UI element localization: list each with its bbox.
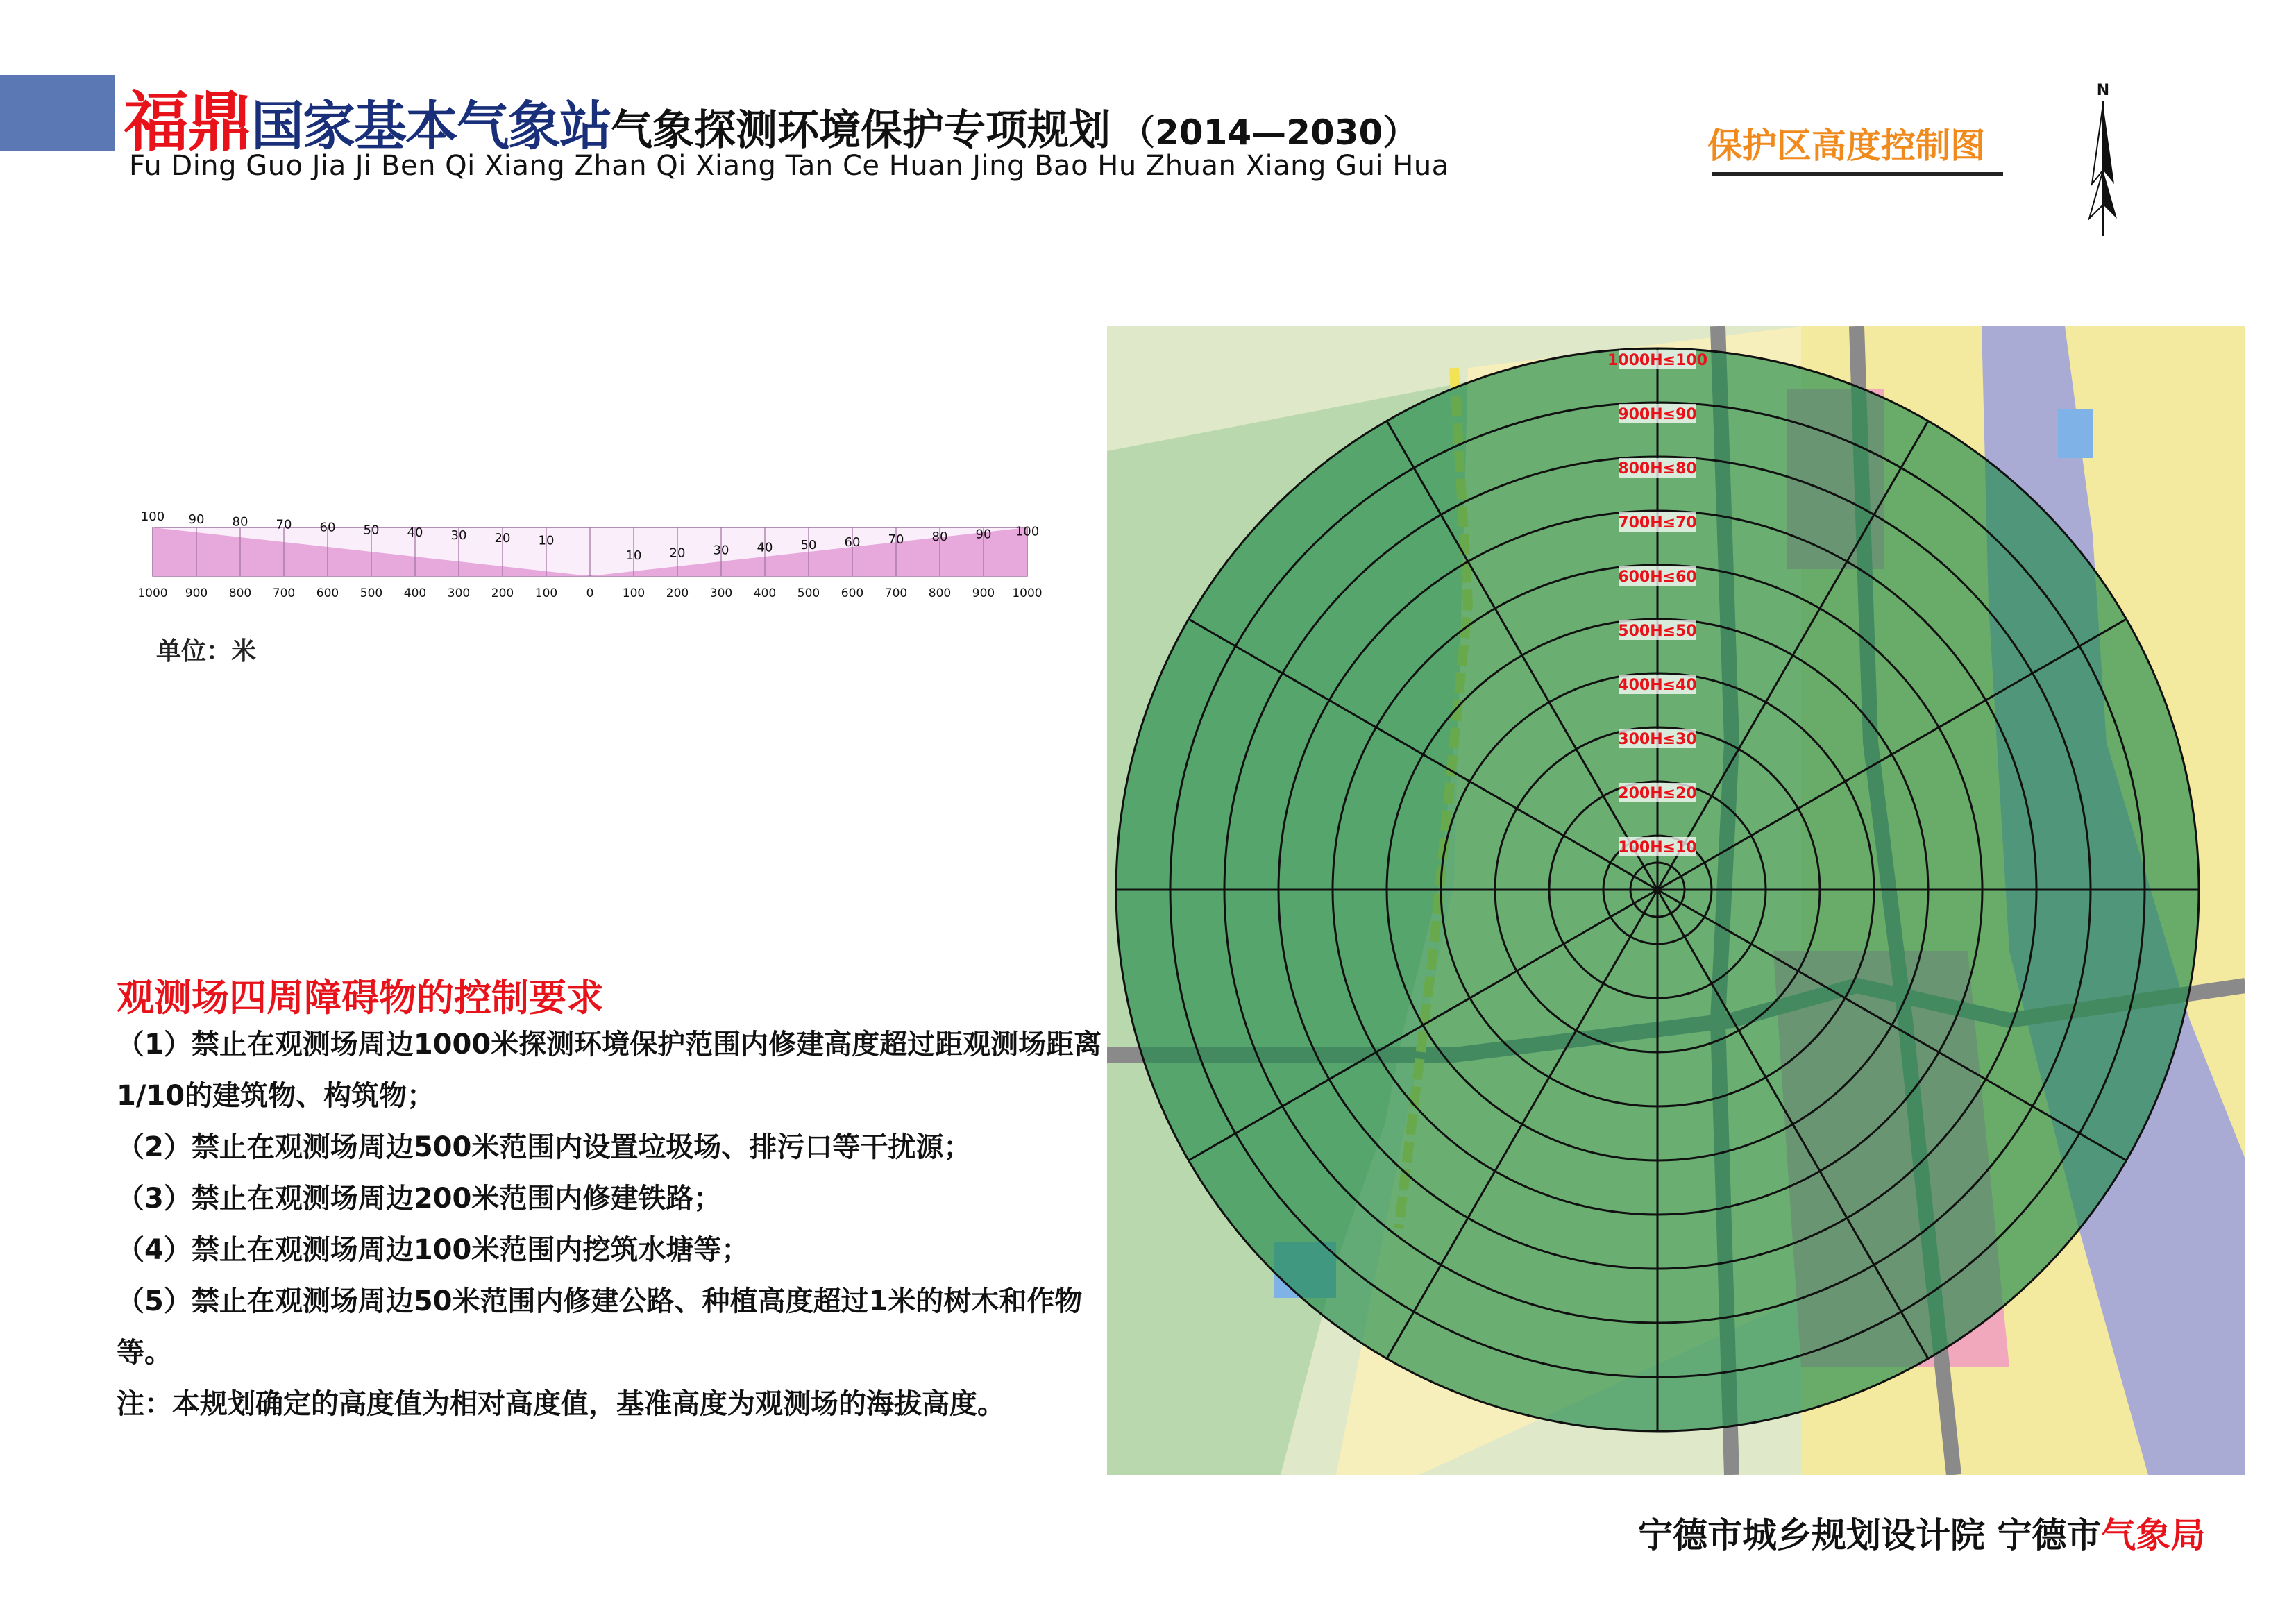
footer-org-red: 气象局 [2101,1515,2206,1555]
scale-height-label: 90 [975,527,992,542]
scale-distance-label: 700 [884,586,908,600]
scale-height-label: 90 [188,512,205,527]
scale-height-label: 70 [888,532,904,548]
ring-label: 400H≤40 [1618,677,1697,694]
scale-distance-label: 100 [622,586,645,600]
scale-distance-label: 900 [185,586,208,600]
requirement-item-1: （1）禁止在观测场周边1000米探测环境保护范围内修建高度超过距观测场距离1/10的建筑物、构筑物； [117,1029,1102,1112]
ring-label: 500H≤50 [1618,623,1697,640]
requirements-title: 观测场四周障碍物的控制要求 [117,976,604,1020]
ring-label: 700H≤70 [1618,514,1697,532]
scale-height-label: 20 [494,530,511,546]
ring-label: 1000H≤100 [1607,352,1707,369]
pinyin-subtitle: Fu Ding Guo Jia Ji Ben Qi Xiang Zhan Qi Xiang Tan Ce Huan Jing Bao Hu Zhuan Xiang Gui Hua [129,150,1449,182]
scale-distance-label: 1000 [1012,586,1043,600]
scale-distance-label: 800 [228,586,252,600]
sheet-label-underline [1712,172,2003,176]
scale-height-label: 10 [538,533,555,548]
scale-height-label: 60 [844,534,861,550]
scale-height-label: 100 [140,509,165,524]
page-title [124,69,1417,163]
ring-label: 600H≤60 [1618,568,1697,586]
scale-distance-label: 700 [272,586,296,600]
title-red-part: 福鼎 [124,85,252,160]
scale-height-label: 40 [407,525,423,541]
scale-height-label: 50 [800,537,817,552]
requirement-item-2: （2）禁止在观测场周边500米范围内设置垃圾场、排污口等干扰源； [117,1131,972,1163]
unit-label: 单位：米 [156,637,257,666]
scale-distance-label: 600 [316,586,339,600]
scale-distance-label: 900 [972,586,995,600]
scale-distance-label: 500 [797,586,820,600]
title-black-part: 气象探测环境保护专项规划 [611,106,1111,155]
scale-height-label: 40 [757,540,773,555]
ring-label: 300H≤30 [1618,731,1697,748]
scale-height-label: 100 [1015,524,1040,539]
scale-distance-label: 300 [709,586,733,600]
ring-label: 900H≤90 [1618,406,1697,423]
north-label: N [2096,82,2110,99]
scale-height-label: 20 [669,546,686,561]
protection-zone-map [1107,326,2245,1475]
requirement-note: 注：本规划确定的高度值为相对高度值，基准高度为观测场的海拔高度。 [117,1388,1005,1420]
scale-distance-label: 1000 [137,586,168,600]
title-year: （2014—2030） [1120,112,1418,153]
scale-height-label: 10 [625,548,642,564]
scale-height-label: 70 [276,517,292,532]
requirement-item-3: （3）禁止在观测场周边200米范围内修建铁路； [117,1183,722,1215]
ring-label: 800H≤80 [1618,460,1697,478]
scale-distance-label: 300 [447,586,471,600]
scale-height-label: 30 [450,527,467,543]
requirement-item-5: （5）禁止在观测场周边50米范围内修建公路、种植高度超过1米的树木和作物等。 [117,1285,1083,1369]
height-control-section-diagram [125,486,1055,611]
scale-distance-label: 0 [586,586,594,600]
footer-org: 宁德市城乡规划设计院 宁德市 [1638,1515,2102,1555]
scale-height-label: 50 [363,523,380,538]
map-canvas [1107,326,2245,1475]
requirements-list [117,1019,1102,1430]
scale-distance-label: 400 [753,586,777,600]
scale-height-label: 30 [713,543,729,558]
scale-distance-label: 400 [403,586,427,600]
sheet-label: 保护区高度控制图 [1707,126,1985,166]
scale-distance-label: 800 [928,586,952,600]
scale-distance-label: 500 [360,586,383,600]
scale-height-label: 60 [319,520,336,535]
ring-label: 100H≤10 [1618,839,1697,856]
scale-distance-label: 100 [534,586,558,600]
scale-height-label: 80 [931,530,948,545]
scale-distance-label: 200 [491,586,514,600]
north-arrow-icon [2075,80,2131,239]
footer-organizations [1638,1507,2205,1557]
title-blue-part: 国家基本气象站 [251,95,611,157]
header-accent-bar [0,75,115,151]
scale-distance-label: 600 [841,586,864,600]
requirement-item-4: （4）禁止在观测场周边100米范围内挖筑水塘等； [117,1234,750,1266]
ring-label: 200H≤20 [1618,785,1697,802]
scale-distance-label: 200 [666,586,689,600]
scale-height-label: 80 [232,514,248,530]
